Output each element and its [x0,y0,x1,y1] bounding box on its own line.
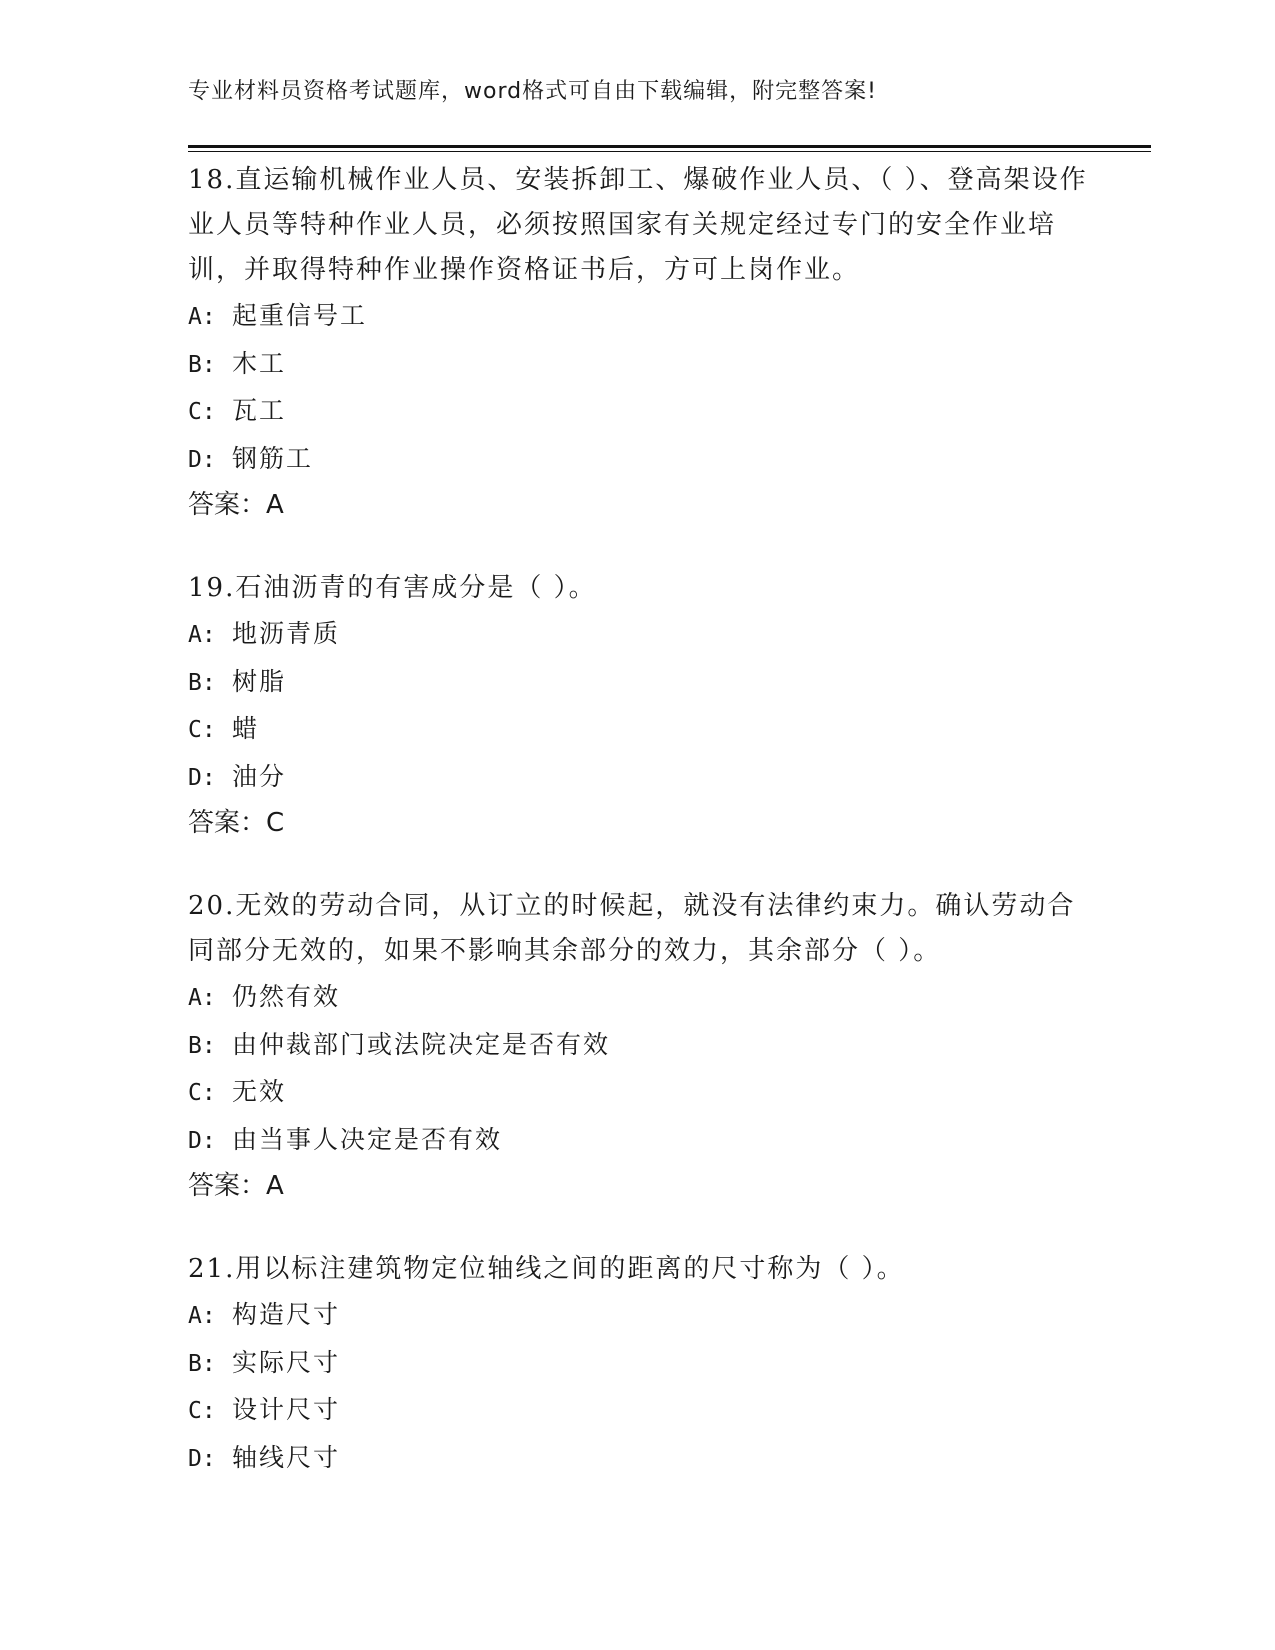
question-20 [188,884,1088,1209]
answer-prefix: 答案： [188,1171,267,1201]
option-c [188,1387,1088,1435]
option-label: A: [188,304,216,330]
option-text: 油分 [232,761,287,791]
option-a [188,293,1088,341]
answer-prefix: 答案： [188,490,267,520]
answer-prefix: 答案： [188,808,267,838]
answer-value: A [266,1171,284,1201]
page-header: 专业材料员资格考试题库，word格式可自由下载编辑，附完整答案! [188,79,877,104]
option-d [188,754,1088,802]
option-text: 轴线尺寸 [232,1442,341,1472]
header-divider-thin [188,151,1151,152]
option-c [188,388,1088,436]
option-label: C: [188,399,216,425]
question-21 [188,1247,1088,1482]
option-label: A: [188,985,216,1011]
option-label: A: [188,1303,216,1329]
option-c [188,1069,1088,1117]
question-stem: 20.无效的劳动合同，从订立的时候起，就没有法律约束力。确认劳动合同部分无效的，如果不影响其余部分的效力，其余部分（ ）。 [188,891,1076,966]
option-label: D: [188,764,216,791]
option-label: B: [188,1032,216,1059]
option-a [188,974,1088,1022]
option-text: 钢筋工 [232,443,314,473]
option-text: 实际尺寸 [232,1347,341,1377]
question-18 [188,158,1088,528]
option-label: A: [188,622,216,648]
answer-line [188,1164,1088,1209]
answer-line [188,801,1088,846]
option-a [188,611,1088,659]
option-c [188,706,1088,754]
answer-line [188,483,1088,528]
option-label: D: [188,1445,216,1472]
option-label: C: [188,717,216,743]
option-b [188,659,1088,707]
option-label: D: [188,446,216,473]
option-d [188,1117,1088,1165]
question-stem: 21.用以标注建筑物定位轴线之间的距离的尺寸称为（ ）。 [188,1254,905,1284]
question-stem: 19.石油沥青的有害成分是（ ）。 [188,573,597,603]
option-text: 树脂 [232,666,287,696]
option-label: D: [188,1127,216,1154]
question-19 [188,566,1088,846]
answer-value: C [266,808,285,838]
option-label: B: [188,669,216,696]
option-a [188,1292,1088,1340]
option-d [188,436,1088,484]
option-text: 构造尺寸 [232,1300,341,1329]
option-text: 由仲裁部门或法院决定是否有效 [232,1029,611,1059]
question-stem: 18.直运输机械作业人员、安装拆卸工、爆破作业人员、（ ）、登高架设作业人员等特种作业人员，必须按照国家有关规定经过专门的安全作业培训，并取得特种作业操作资格证书后，方可上岗作业。 [188,165,1088,285]
option-b [188,341,1088,389]
question-list [188,158,1088,1520]
option-d [188,1435,1088,1483]
option-label: C: [188,1080,216,1106]
option-text: 瓦工 [232,396,287,425]
header-divider-thick [188,145,1151,148]
option-text: 由当事人决定是否有效 [232,1124,503,1154]
option-text: 木工 [232,348,287,378]
option-text: 仍然有效 [232,982,341,1011]
option-text: 无效 [232,1077,287,1106]
option-b [188,1340,1088,1388]
option-text: 起重信号工 [232,301,368,330]
option-label: B: [188,1350,216,1377]
option-text: 蜡 [232,714,260,743]
option-label: C: [188,1398,216,1424]
option-text: 地沥青质 [232,619,341,648]
answer-value: A [266,490,284,520]
option-text: 设计尺寸 [232,1395,341,1424]
option-b [188,1022,1088,1070]
option-label: B: [188,351,216,378]
